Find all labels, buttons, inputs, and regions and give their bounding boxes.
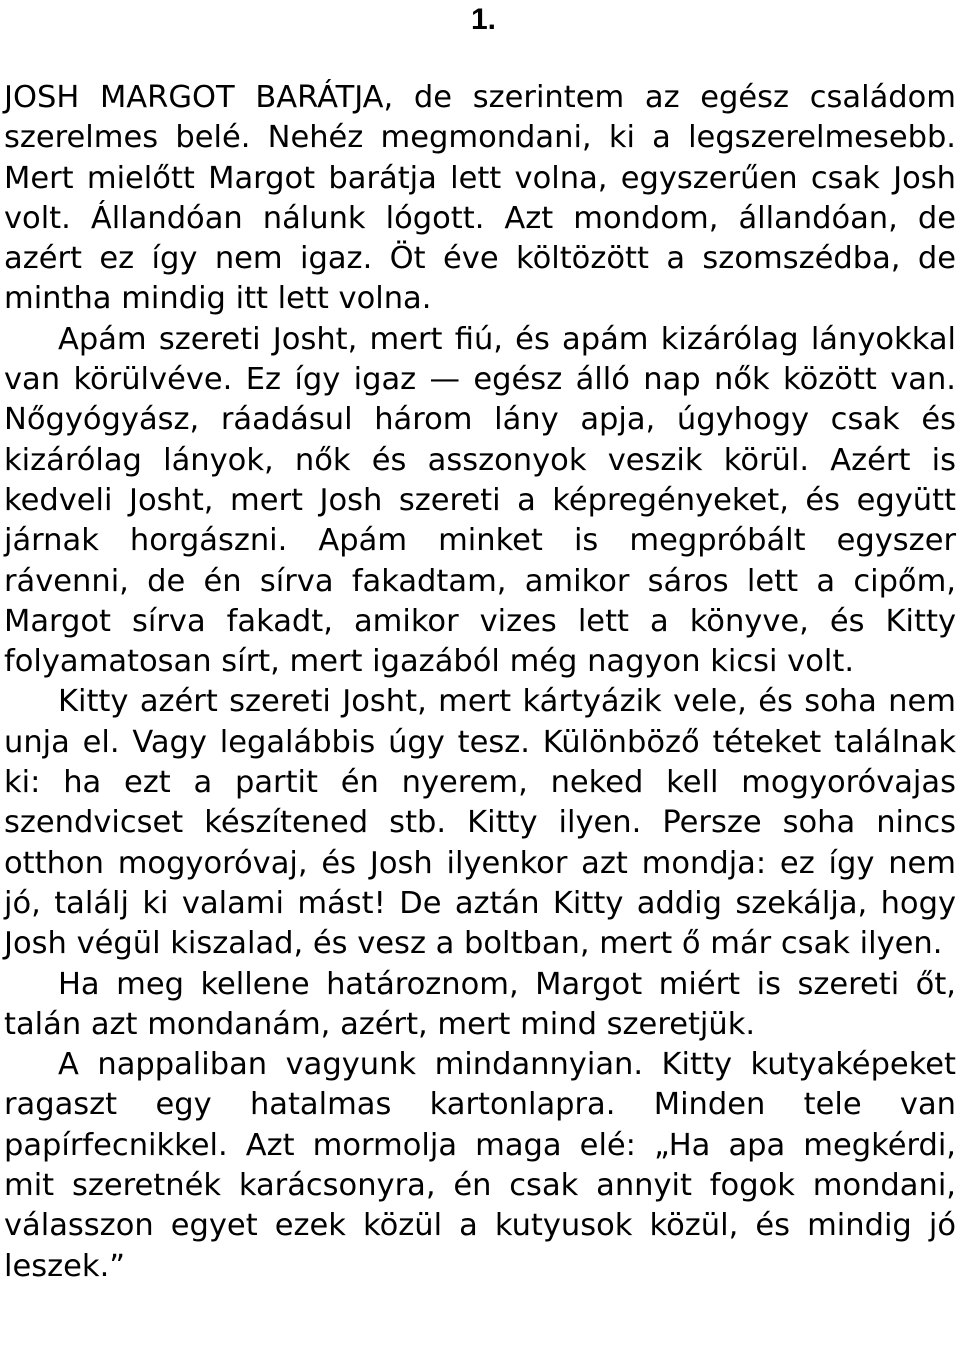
- paragraph: Ha meg kellene határoznom, Margot miért is szereti őt, talán azt mondanám, azért, mert mind szeretjük.: [4, 966, 956, 1042]
- chapter-number: 1.: [470, 3, 496, 36]
- chapter-body: [4, 78, 956, 1287]
- paragraph: Apám szereti Josht, mert fiú, és apám kizárólag lányokkal van körülvéve. Ez így igaz — egész álló nap nők között van. Nőgyógyász, ráadásul három lány apja, úgyhogy csak és kizárólag lányok, nők és asszonyok veszik körül. Azért is kedveli Josht, mert Josh szereti a képregényeket, és együtt járnak horgászni. Apám minket is megpróbált egyszer rávenni, de én sírva fakadtam, amikor sáros lett a cipőm, Margot sírva fakadt, amikor vizes lett a könyve, és Kitty folyamatosan sírt, mert igazából még nagyon kicsi volt.: [4, 321, 956, 680]
- paragraph: JOSH MARGOT BARÁTJA, de szerintem az egész családom szerelmes belé. Nehéz megmondani, ki a legszerelmesebb. Mert mielőtt Margot barátja lett volna, egyszerűen csak Josh volt. Állandóan nálunk lógott. Azt mondom, állandóan, de azért ez így nem igaz. Öt éve költözött a szomszédba, de mintha mindig itt lett volna.: [4, 80, 956, 317]
- paragraph: Kitty azért szereti Josht, mert kártyázik vele, és soha nem unja el. Vagy legalábbis úgy tesz. Különböző téteket találnak ki: ha ezt a partit én nyerem, neked kell mogyoróvajas szendvicset készítened stb. Kitty ilyen. Persze soha nincs otthon mogyoróvaj, és Josh ilyenkor azt mondja: ez így nem jó, találj ki valami mást! De aztán Kitty addig szekálja, hogy Josh végül kiszalad, és vesz a boltban, mert ő már csak ilyen.: [4, 684, 956, 962]
- paragraph: A nappaliban vagyunk mindannyian. Kitty kutyaképeket ragaszt egy hatalmas kartonlapra. Minden tele van papírfecnikkel. Azt mormolja maga elé: „Ha apa megkérdi, mit szeretnék karácsonyra, én csak annyit fogok mondani, válasszon egyet ezek közül a kutyusok közül, és mindig jó leszek.”: [4, 1047, 956, 1284]
